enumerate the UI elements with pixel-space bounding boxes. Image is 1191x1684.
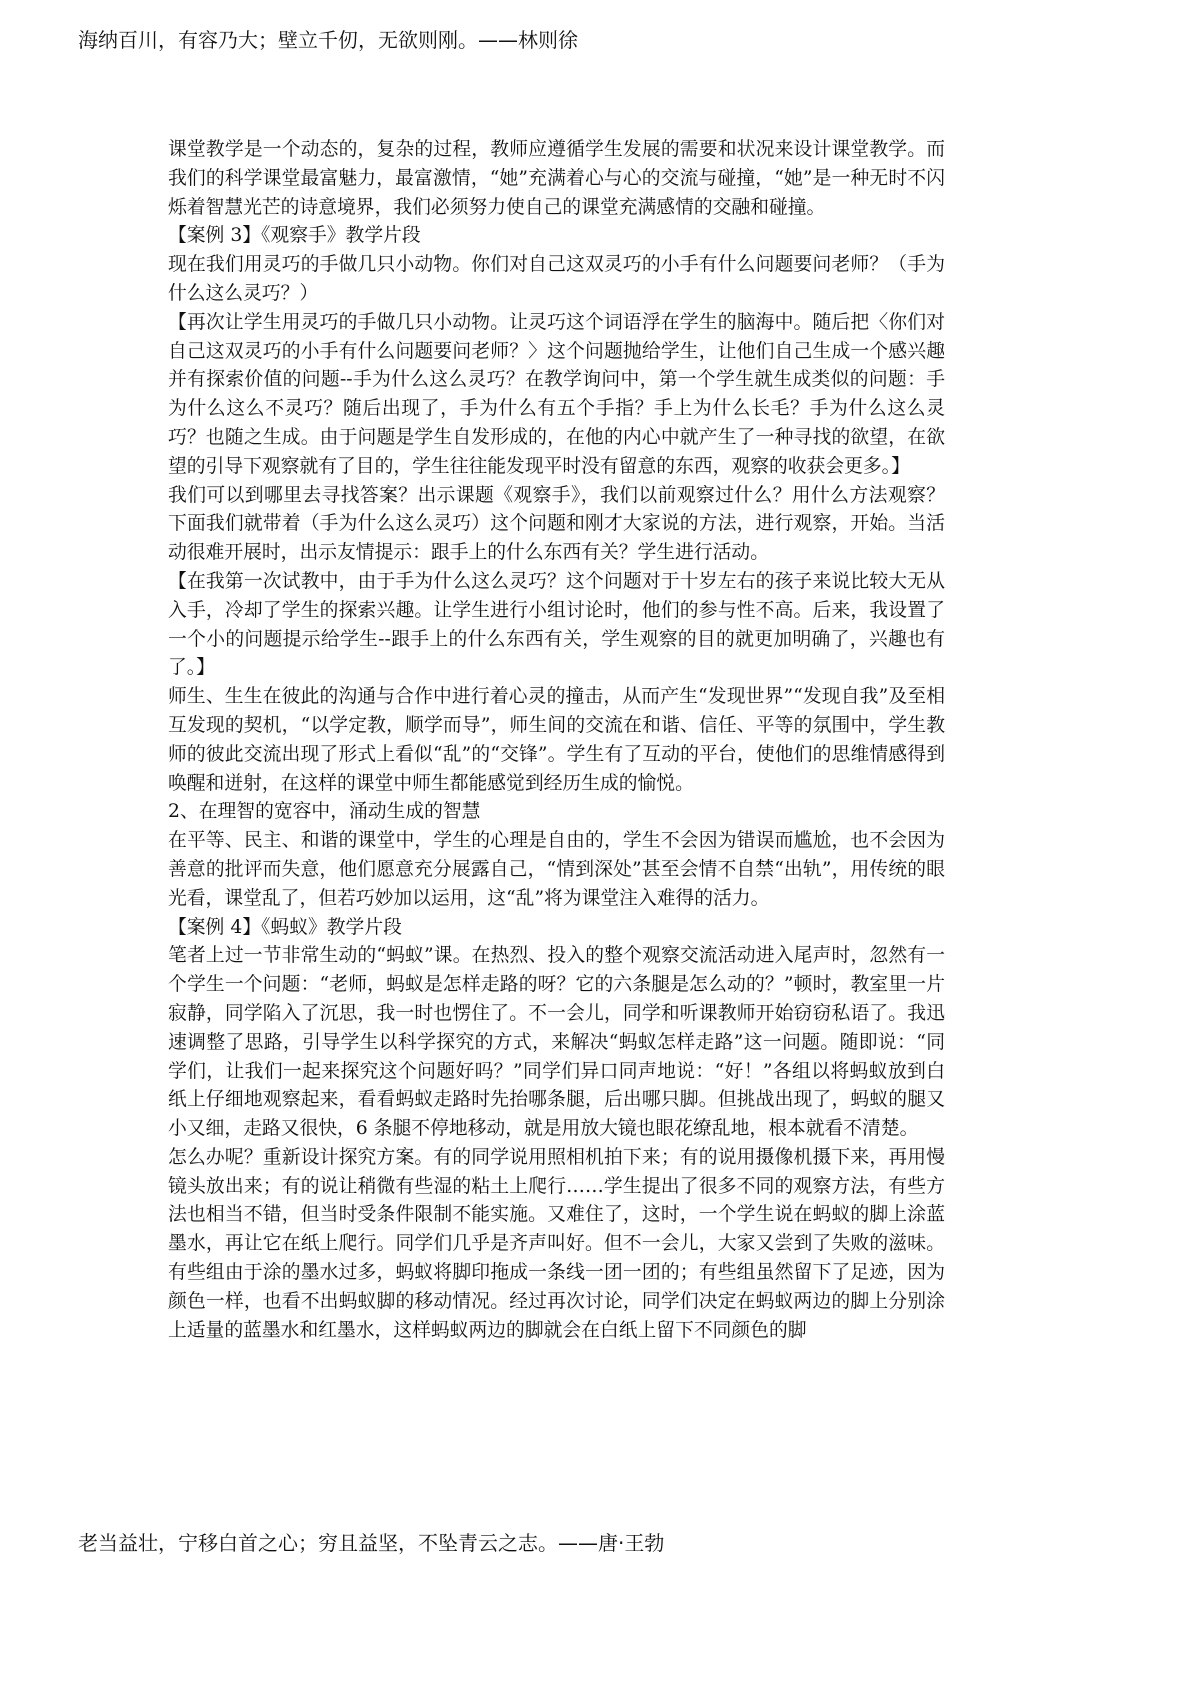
case-3-title: 【案例 3】《观察手》教学片段 <box>168 225 421 247</box>
section-2-paragraph: 在平等、民主、和谐的课堂中，学生的心理是自由的，学生不会因为错误而尴尬，也不会因为善意的批评而失意，他们愿意充分展露自己，“情到深处”甚至会情不自禁“出轨”，用传统的眼光看，课堂乱了，但若巧妙加以运用，这“乱”将为课堂注入难得的活力。 <box>168 830 945 909</box>
section-2-heading: 2、在理智的宽容中，涌动生成的智慧 <box>168 801 481 823</box>
interaction-paragraph: 师生、生生在彼此的沟通与合作中进行着心灵的撞击，从而产生“发现世界”“发现自我”及至相互发现的契机，“以学定教，顺学而导”，师生间的交流在和谐、信任、平等的氛围中，学生教师的彼此交流出现了形式上看似“乱”的“交锋”。学生有了互动的平台，使他们的思维情感得到唤醒和迸射，在这样的课堂中师生都能感觉到经历生成的愉悦。 <box>168 686 945 794</box>
header-quote: 海纳百川，有容乃大；壁立千仞，无欲则刚。——林则徐 <box>78 28 578 52</box>
document-body <box>168 136 945 1345</box>
case-3-commentary-1: 【再次让学生用灵巧的手做几只小动物。让灵巧这个词语浮在学生的脑海中。随后把〈你们对自己这双灵巧的小手有什么问题要问老师？〉这个问题抛给学生，让他们自己生成一个感兴趣并有探索价值的问题--手为什么这么灵巧？在教学询问中，第一个学生就生成类似的问题：手为什么这么不灵巧？随后出现了，手为什么有五个手指？手上为什么长毛？手为什么这么灵巧？也随之生成。由于问题是学生自发形成的，在他的内心中就产生了一种寻找的欲望，在欲望的引导下观察就有了目的，学生往往能发现平时没有留意的东西，观察的收获会更多。】 <box>168 311 945 477</box>
case-3-commentary-2: 【在我第一次试教中，由于手为什么这么灵巧？这个问题对于十岁左右的孩子来说比较大无从入手，冷却了学生的探索兴趣。让学生进行小组讨论时，他们的参与性不高。后来，我设置了一个小的问题提示给学生--跟手上的什么东西有关，学生观察的目的就更加明确了，兴趣也有了。】 <box>168 570 945 679</box>
case-3-activity: 我们可以到哪里去寻找答案？出示课题《观察手》，我们以前观察过什么？用什么方法观察？下面我们就带着（手为什么这么灵巧）这个问题和刚才大家说的方法，进行观察，开始。当活动很难开展时，出示友情提示：跟手上的什么东西有关？学生进行活动。 <box>168 484 945 564</box>
intro-paragraph: 课堂教学是一个动态的，复杂的过程，教师应遵循学生发展的需要和状况来设计课堂教学。而我们的科学课堂最富魅力，最富激情，“她”充满着心与心的交流与碰撞，“她”是一种无时不闪烁着智慧光芒的诗意境界，我们必须努力使自己的课堂充满感情的交融和碰撞。 <box>168 139 945 218</box>
case-4-title: 【案例 4】《蚂蚁》教学片段 <box>168 916 402 938</box>
case-3-teacher-prompt: 现在我们用灵巧的手做几只小动物。你们对自己这双灵巧的小手有什么问题要问老师？（手为什么这么灵巧？） <box>168 254 945 304</box>
case-4-narrative: 笔者上过一节非常生动的“蚂蚁”课。在热烈、投入的整个观察交流活动进入尾声时，忽然有一个学生一个问题：“老师，蚂蚁是怎样走路的呀？它的六条腿是怎么动的？”顿时，教室里一片寂静，同学陷入了沉思，我一时也愣住了。不一会儿，同学和听课教师开始窃窃私语了。我迅速调整了思路，引导学生以科学探究的方式，来解决“蚂蚁怎样走路”这一问题。随即说：“同学们，让我们一起来探究这个问题好吗？”同学们异口同声地说：“好！”各组以将蚂蚁放到白纸上仔细地观察起来，看看蚂蚁走路时先抬哪条腿，后出哪只脚。但挑战出现了，蚂蚁的腿又小又细，走路又很快，6 条腿不停地移动，就是用放大镜也眼花缭乱地，根本就看不清楚。 <box>168 945 945 1140</box>
footer-quote: 老当益壮，宁移白首之心；穷且益坚，不坠青云之志。——唐·王勃 <box>78 1531 665 1555</box>
case-4-continuation: 怎么办呢？重新设计探究方案。有的同学说用照相机拍下来；有的说用摄像机摄下来，再用慢镜头放出来；有的说让稍微有些湿的粘土上爬行……学生提出了很多不同的观察方法，有些方法也相当不错，但当时受条件限制不能实施。又难住了，这时，一个学生说在蚂蚁的脚上涂蓝墨水，再让它在纸上爬行。同学们几乎是齐声叫好。但不一会儿，大家又尝到了失败的滋味。有些组由于涂的墨水过多，蚂蚁将脚印拖成一条线一团一团的；有些组虽然留下了足迹，因为颜色一样，也看不出蚂蚁脚的移动情况。经过再次讨论，同学们决定在蚂蚁两边的脚上分别涂上适量的蓝墨水和红墨水，这样蚂蚁两边的脚就会在白纸上留下不同颜色的脚 <box>168 1146 945 1341</box>
